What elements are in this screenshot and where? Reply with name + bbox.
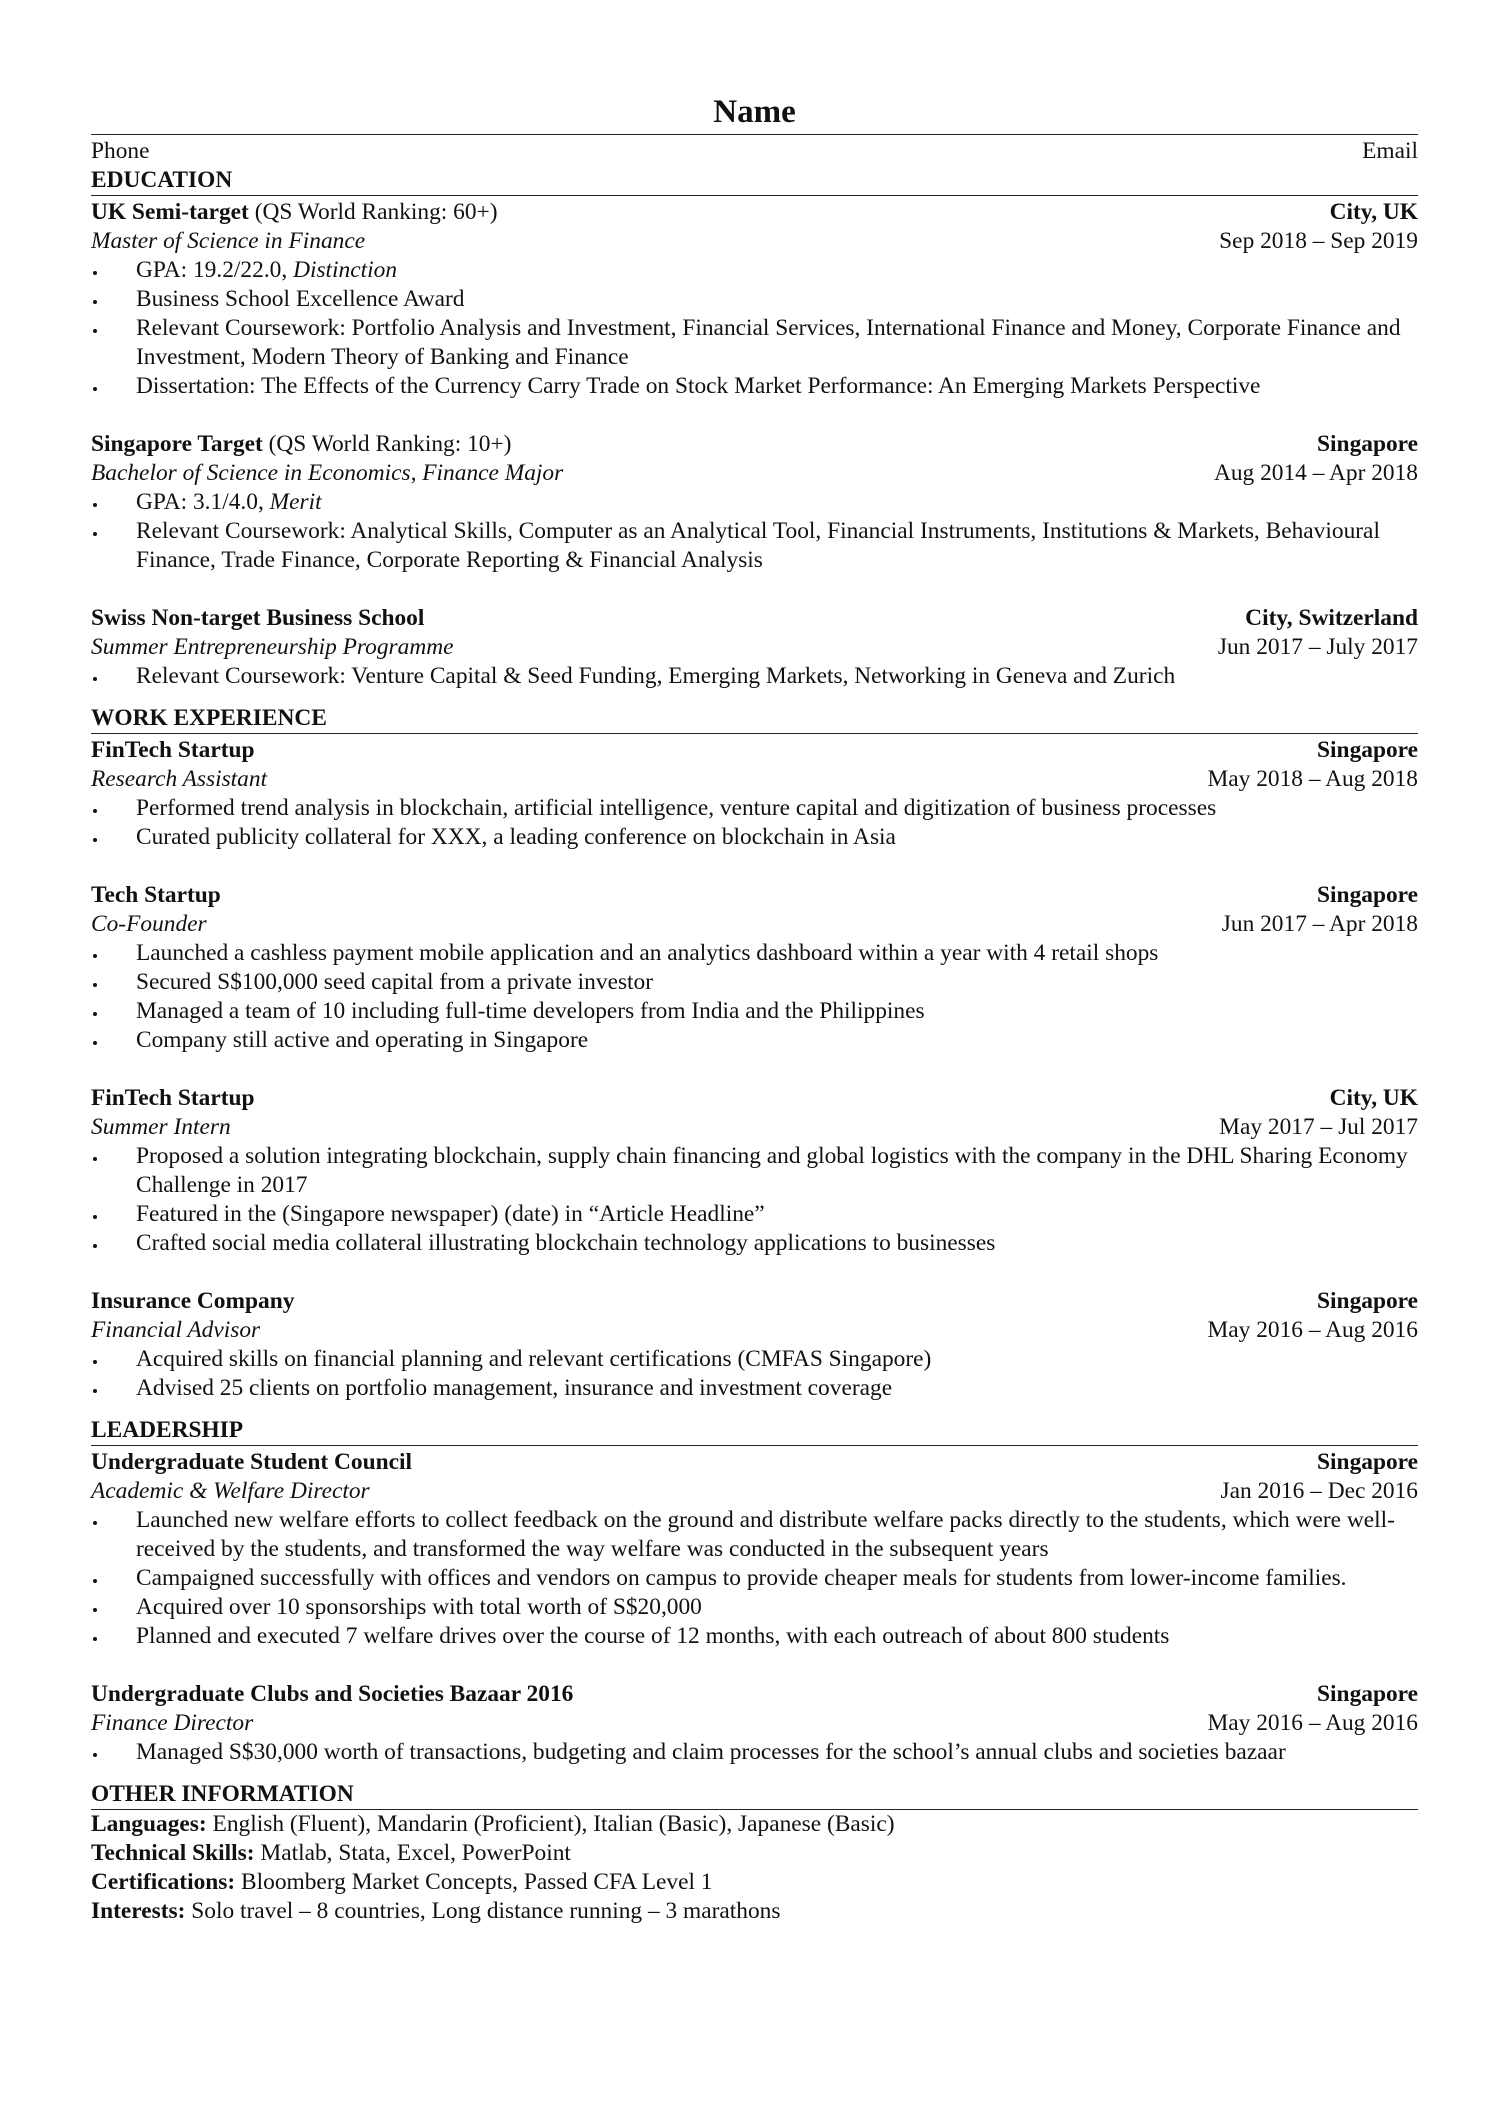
bullet-list — [91, 939, 1418, 1055]
bullet-item: Acquired skills on financial planning and relevant certifications (CMFAS Singapore) — [91, 1345, 1418, 1374]
institution: UK Semi-target (QS World Ranking: 60+) — [91, 199, 498, 225]
leadership-heading: LEADERSHIP — [91, 1416, 1418, 1446]
languages-row: Languages: English (Fluent), Mandarin (Proficient), Italian (Basic), Japanese (Basic) — [91, 1811, 895, 1837]
bullet-item: Launched new welfare efforts to collect feedback on the ground and distribute welfare packs directly to the students, which were well-received by the students, and transformed the way welfare was conducted in the subsequent years — [91, 1506, 1418, 1564]
other-information-section — [91, 1810, 1418, 1926]
education-section — [91, 198, 1418, 691]
bullet-list — [91, 1142, 1418, 1258]
degree: Bachelor of Science in Economics, Finance Major — [91, 460, 564, 486]
job-title: Co-Founder — [91, 911, 207, 937]
location: Singapore — [1317, 1288, 1418, 1314]
location: City, Switzerland — [1245, 605, 1418, 631]
bullet-item: Relevant Coursework: Analytical Skills, Computer as an Analytical Tool, Financial Instruments, Institutions & Markets, Behavioural Finance, Trade Finance, Corporate Reporting & Financial Analysis — [91, 517, 1418, 575]
bullet-item: Featured in the (Singapore newspaper) (date) in “Article Headline” — [91, 1200, 1418, 1229]
work-entry — [91, 1084, 1418, 1258]
bullet-list — [91, 1738, 1418, 1767]
bullet-item: Company still active and operating in Singapore — [91, 1026, 1418, 1055]
technical-skills-row: Technical Skills: Matlab, Stata, Excel, PowerPoint — [91, 1840, 571, 1866]
company: Tech Startup — [91, 882, 221, 908]
certifications-row: Certifications: Bloomberg Market Concepts, Passed CFA Level 1 — [91, 1869, 713, 1895]
bullet-list — [91, 1345, 1418, 1403]
dates: Sep 2018 – Sep 2019 — [1219, 228, 1418, 254]
work-experience-heading: WORK EXPERIENCE — [91, 704, 1418, 734]
bullet-list — [91, 1506, 1418, 1651]
dates: Aug 2014 – Apr 2018 — [1213, 460, 1418, 486]
job-title: Summer Intern — [91, 1114, 231, 1140]
bullet-item: Relevant Coursework: Portfolio Analysis and Investment, Financial Services, International Finance and Money, Corporate Finance and Investment, Modern Theory of Banking and Finance — [91, 314, 1418, 372]
work-entry — [91, 881, 1418, 1055]
degree: Master of Science in Finance — [91, 228, 366, 254]
location: Singapore — [1317, 737, 1418, 763]
institution: Swiss Non-target Business School — [91, 605, 425, 631]
bullet-item: Relevant Coursework: Venture Capital & Seed Funding, Emerging Markets, Networking in Geneva and Zurich — [91, 662, 1418, 691]
bullet-item: Advised 25 clients on portfolio management, insurance and investment coverage — [91, 1374, 1418, 1403]
other-information-heading: OTHER INFORMATION — [91, 1780, 1418, 1810]
location: Singapore — [1317, 1681, 1418, 1707]
bullet-item: Curated publicity collateral for XXX, a leading conference on blockchain in Asia — [91, 823, 1418, 852]
position: Academic & Welfare Director — [91, 1478, 370, 1504]
candidate-name: Name — [91, 92, 1418, 135]
dates: Jun 2017 – Apr 2018 — [1221, 911, 1418, 937]
dates: May 2016 – Aug 2016 — [1207, 1317, 1418, 1343]
contact-row — [91, 137, 1418, 166]
bullet-item: Proposed a solution integrating blockchain, supply chain financing and global logistics with the company in the DHL Sharing Economy Challenge in 2017 — [91, 1142, 1418, 1200]
location: Singapore — [1317, 1449, 1418, 1475]
company: FinTech Startup — [91, 737, 255, 763]
organization: Undergraduate Student Council — [91, 1449, 413, 1475]
dates: May 2017 – Jul 2017 — [1219, 1114, 1418, 1140]
ranking-note: (QS World Ranking: 10+) — [262, 431, 512, 457]
company: FinTech Startup — [91, 1085, 255, 1111]
bullet-item: Dissertation: The Effects of the Currency Carry Trade on Stock Market Performance: An Emerging Markets Perspective — [91, 372, 1418, 401]
education-entry — [91, 430, 1418, 575]
leadership-entry — [91, 1680, 1418, 1767]
bullet-item: GPA: 19.2/22.0, Distinction — [91, 256, 1418, 285]
education-heading: EDUCATION — [91, 166, 1418, 196]
bullet-list — [91, 256, 1418, 401]
location: Singapore — [1317, 882, 1418, 908]
bullet-list — [91, 794, 1418, 852]
work-entry — [91, 736, 1418, 852]
dates: May 2018 – Aug 2018 — [1207, 766, 1418, 792]
bullet-item: Business School Excellence Award — [91, 285, 1418, 314]
dates: Jun 2017 – July 2017 — [1217, 634, 1418, 660]
bullet-item: Planned and executed 7 welfare drives over the course of 12 months, with each outreach of about 800 students — [91, 1622, 1418, 1651]
bullet-item: Secured S$100,000 seed capital from a private investor — [91, 968, 1418, 997]
work-entry — [91, 1287, 1418, 1403]
bullet-item: Managed S$30,000 worth of transactions, budgeting and claim processes for the school’s annual clubs and societies bazaar — [91, 1738, 1418, 1767]
bullet-item: Performed trend analysis in blockchain, artificial intelligence, venture capital and digitization of business processes — [91, 794, 1418, 823]
location: Singapore — [1317, 431, 1418, 457]
location: City, UK — [1329, 199, 1418, 225]
education-entry — [91, 604, 1418, 691]
company: Insurance Company — [91, 1288, 295, 1314]
organization: Undergraduate Clubs and Societies Bazaar 2016 — [91, 1681, 574, 1707]
bullet-list — [91, 662, 1418, 691]
phone: Phone — [91, 138, 150, 164]
leadership-entry — [91, 1448, 1418, 1651]
interests-row: Interests: Solo travel – 8 countries, Long distance running – 3 marathons — [91, 1898, 781, 1924]
job-title: Financial Advisor — [91, 1317, 261, 1343]
location: City, UK — [1329, 1085, 1418, 1111]
programme: Summer Entrepreneurship Programme — [91, 634, 454, 660]
work-experience-section — [91, 736, 1418, 1403]
bullet-item: Crafted social media collateral illustrating blockchain technology applications to businesses — [91, 1229, 1418, 1258]
ranking-note: (QS World Ranking: 60+) — [248, 199, 498, 225]
bullet-item: Acquired over 10 sponsorships with total worth of S$20,000 — [91, 1593, 1418, 1622]
bullet-item: GPA: 3.1/4.0, Merit — [91, 488, 1418, 517]
education-entry — [91, 198, 1418, 401]
dates: Jan 2016 – Dec 2016 — [1220, 1478, 1418, 1504]
institution: Singapore Target (QS World Ranking: 10+) — [91, 431, 512, 457]
bullet-list — [91, 488, 1418, 575]
bullet-item: Campaigned successfully with offices and vendors on campus to provide cheaper meals for students from lower-income families. — [91, 1564, 1418, 1593]
dates: May 2016 – Aug 2016 — [1207, 1710, 1418, 1736]
email: Email — [1362, 138, 1418, 164]
job-title: Research Assistant — [91, 766, 268, 792]
position: Finance Director — [91, 1710, 254, 1736]
bullet-item: Managed a team of 10 including full-time developers from India and the Philippines — [91, 997, 1418, 1026]
bullet-item: Launched a cashless payment mobile application and an analytics dashboard within a year with 4 retail shops — [91, 939, 1418, 968]
leadership-section — [91, 1448, 1418, 1767]
